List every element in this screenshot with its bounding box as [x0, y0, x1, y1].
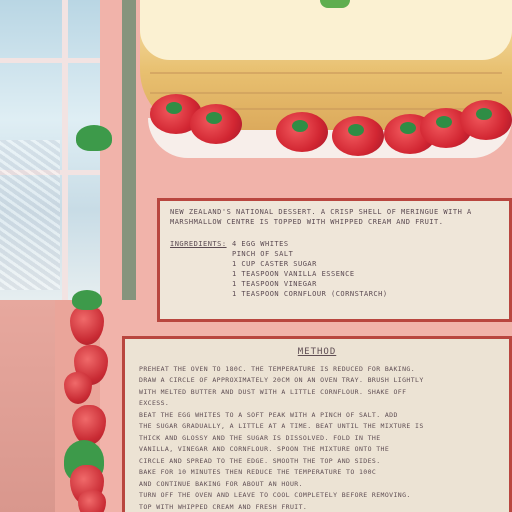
- description-card: [157, 198, 512, 322]
- strawberry-icon: [460, 100, 512, 140]
- strawberry-icon: [72, 405, 106, 445]
- method-line: CIRCLE AND SPREAD TO THE EDGE. SMOOTH THE TOP AND SIDES.: [139, 456, 381, 465]
- strawberry-icon: [64, 372, 92, 404]
- method-line: WITH MELTED BUTTER AND DUST WITH A LITTLE CORNFLOUR. SHAKE OFF: [139, 387, 407, 396]
- method-line: AND CONTINUE BAKING FOR ABOUT AN HOUR.: [139, 479, 303, 488]
- leaf-icon: [76, 125, 112, 151]
- method-line: EXCESS.: [139, 399, 170, 407]
- method-line: PREHEAT THE OVEN TO 180C. THE TEMPERATURE IS REDUCED FOR BAKING.: [139, 364, 416, 373]
- leaf-icon: [72, 290, 102, 310]
- garland-stem: [122, 0, 136, 300]
- ingredient-item: 1 TEASPOON VINEGAR: [232, 280, 317, 288]
- ingredient-item: 1 CUP CASTER SUGAR: [232, 260, 317, 268]
- ingredients-list: [232, 239, 388, 299]
- ingredient-item: 1 TEASPOON CORNFLOUR (CORNSTARCH): [232, 290, 388, 298]
- cake-layer-line: [150, 72, 502, 74]
- strawberry-garland: [50, 0, 110, 512]
- wall: [0, 300, 55, 512]
- fruit-topping: [320, 0, 350, 8]
- method-card: [122, 336, 512, 512]
- method-line: TOP WITH WHIPPED CREAM AND FRESH FRUIT.: [139, 502, 308, 511]
- whipped-cream-topping: [140, 0, 512, 60]
- method-line: DRAW A CIRCLE OF APPROXIMATELY 20CM ON AN OVEN TRAY. BRUSH LIGHTLY: [139, 376, 424, 384]
- method-line: BEAT THE EGG WHITES TO A SOFT PEAK WITH A PINCH OF SALT. ADD: [139, 410, 398, 419]
- method-title: METHOD: [297, 347, 337, 357]
- method-line: THICK AND GLOSSY AND THE SUGAR IS DISSOLVED. FOLD IN THE: [139, 433, 381, 442]
- method-line: THE SUGAR GRADUALLY, A LITTLE AT A TIME. BEAT UNTIL THE MIXTURE IS: [139, 422, 424, 430]
- ingredient-item: 4 EGG WHITES: [232, 240, 289, 248]
- strawberry-icon: [332, 116, 384, 156]
- strawberry-icon: [190, 104, 242, 144]
- method-line: BAKE FOR 10 MINUTES THEN REDUCE THE TEMPERATURE TO 100C: [139, 468, 377, 476]
- strawberry-icon: [276, 112, 328, 152]
- ingredient-item: 1 TEASPOON VANILLA ESSENCE: [232, 270, 355, 278]
- method-line: VANILLA, VINEGAR AND CORNFLOUR. SPOON THE MIXTURE ONTO THE: [139, 445, 390, 453]
- ingredient-item: PINCH OF SALT: [232, 250, 294, 258]
- ingredients-section: [170, 239, 499, 299]
- description-text: NEW ZEALAND'S NATIONAL DESSERT. A CRISP SHELL OF MERINGUE WITH A MARSHMALLOW CENTRE IS TOPPED WITH WHIPPED CREAM AND FRUIT.: [170, 208, 472, 226]
- strawberry-icon: [78, 490, 106, 512]
- method-line: TURN OFF THE OVEN AND LEAVE TO COOL COMPLETELY BEFORE REMOVING.: [139, 491, 411, 499]
- strawberry-icon: [70, 305, 104, 345]
- ingredients-label: INGREDIENTS:: [170, 240, 227, 248]
- cake-layer-line: [150, 92, 502, 94]
